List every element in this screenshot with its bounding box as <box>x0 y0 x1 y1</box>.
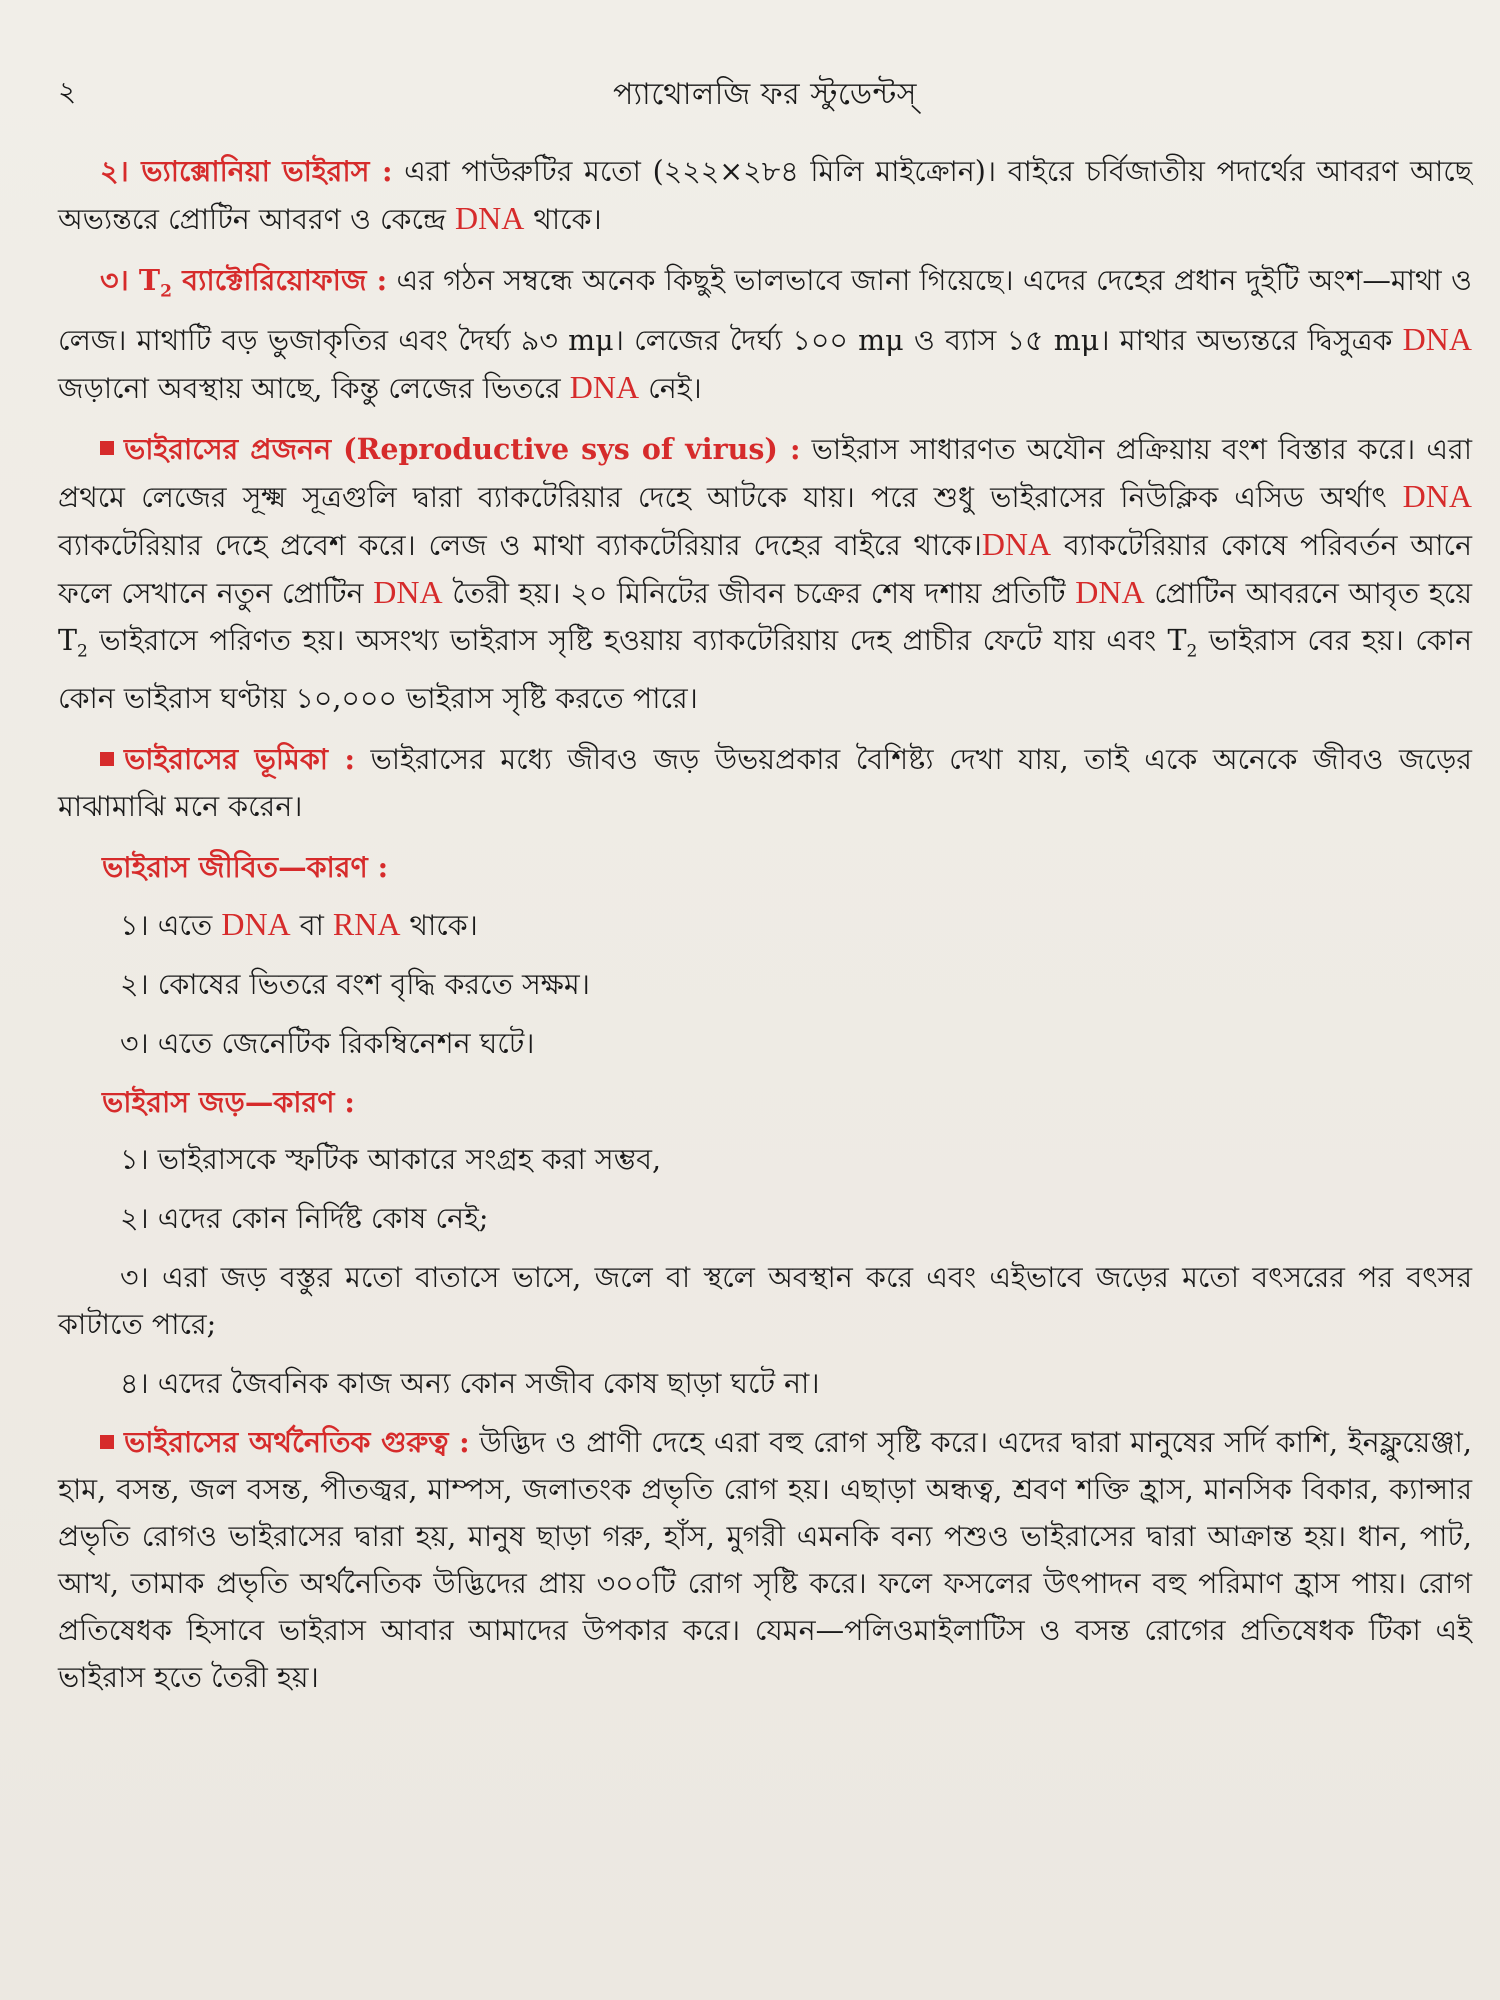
dna-term: DNA <box>981 525 1052 562</box>
paragraph-economic <box>58 1419 1472 1701</box>
role-text: ভাইরাসের মধ্যে জীবও জড় উভয়প্রকার বৈশিষ্ট্য দেখা যায়, তাই একে অনেকে জীবও জড়ের মাঝামাঝি মনে করেন। <box>58 743 1472 824</box>
page-number: ২ <box>58 75 77 108</box>
dna-term: DNA <box>455 200 525 236</box>
dna-term: DNA <box>569 368 640 405</box>
paragraph-role <box>58 736 1472 830</box>
square-bullet-icon <box>100 752 114 766</box>
economic-heading: ভাইরাসের অর্থনৈতিক গুরুত্ব : <box>124 1425 470 1460</box>
nonliving-heading: ভাইরাস জড়—কারণ : <box>102 1085 355 1120</box>
subscript-2: 2 <box>77 641 88 662</box>
t2-text-b: জড়ানো অবস্থায় আছে, কিন্তু লেজের ভিতরে <box>58 371 570 405</box>
reproduction-text-b: ব্যাকটেরিয়ার দেহে প্রবেশ করে। লেজ ও মাথা ব্যাকটেরিয়ার দেহের বাইরে থাকে। <box>58 528 982 562</box>
living-heading: ভাইরাস জীবিত—কারণ : <box>102 850 389 885</box>
reproduction-heading: ভাইরাসের প্রজনন (Reproductive sys of virus) : <box>124 431 801 466</box>
reproduction-text-c: ব্যাকটেরিয়ার কোষে পরিবর্তন আনে ফলে সেখানে নতুন প্রোটিন <box>58 528 1472 610</box>
vaccinia-text-b: থাকে। <box>524 203 602 236</box>
list-item: ১। ভাইরাসকে স্ফটিক আকারে সংগ্রহ করা সম্ভব, <box>120 1143 662 1177</box>
reproduction-text-f: ভাইরাসে পরিণত হয়। অসংখ্য ভাইরাস সৃষ্টি হওয়ায় ব্যাকটেরিয়ায় দেহ প্রাচীর ফেটে যায় এবং T <box>87 623 1187 657</box>
paragraph-t2 <box>58 257 1472 412</box>
role-heading: ভাইরাসের ভূমিকা : <box>124 742 355 777</box>
square-bullet-icon <box>100 441 114 455</box>
paragraph-reproduction <box>58 426 1472 723</box>
square-bullet-icon <box>100 1435 114 1449</box>
dna-term: DNA <box>1402 477 1472 514</box>
list-item: ৩। এরা জড় বস্তুর মতো বাতাসে ভাসে, জলে বা স্থলে অবস্থান করে এবং এইভাবে জড়ের মতো বৎসরের পর বৎসর কাটাতে পারে; <box>58 1261 1472 1342</box>
running-title: প্যাথোলজি ফর স্টুডেন্টস্ <box>612 77 917 112</box>
t2-text-c: নেই। <box>639 371 702 405</box>
living-item1-a: ১। এতে <box>120 909 222 943</box>
subscript-2: 2 <box>1186 641 1198 662</box>
page-body <box>58 148 1472 1701</box>
list-item: ৩। এতে জেনেটিক রিকম্বিনেশন ঘটে। <box>120 1027 535 1061</box>
reproduction-text-g: ভাইরাস বের হয়। কোন কোন ভাইরাস ঘণ্টায় ১০,০০০ ভাইরাস সৃষ্টি করতে পারে। <box>58 623 1472 716</box>
t2-label-sub: 2 <box>160 281 173 302</box>
t2-text-a: এর গঠন সম্বন্ধে অনেক কিছুই ভালভাবে জানা গিয়েছে। এদের দেহের প্রধান দুইটি অংশ—মাথা ও লেজ। মাথাটি বড় ভুজাকৃতির এবং দৈর্ঘ্য ৯৩ mμ। লেজের দৈর্ঘ্য ১০০ mμ ও ব্যাস ১৫ mμ। মাথার অভ্যন্তরে দ্বিসুত্রক <box>58 264 1472 357</box>
list-item: ২। কোষের ভিতরে বংশ বৃদ্ধি করতে সক্ষম। <box>120 968 590 1002</box>
dna-term: DNA <box>1075 573 1145 610</box>
living-item1-c: থাকে। <box>400 909 478 943</box>
t2-label <box>100 263 388 302</box>
dna-term: DNA <box>1402 320 1472 357</box>
vaccinia-label: ২। ভ্যাক্সোনিয়া ভাইরাস : <box>100 154 393 188</box>
living-item1-b: বা <box>290 909 333 943</box>
paragraph-vaccinia <box>58 148 1472 243</box>
list-item: ৪। এদের জৈবনিক কাজ অন্য কোন সজীব কোষ ছাড়া ঘটে না। <box>120 1367 820 1401</box>
list-item <box>58 901 1472 949</box>
t2-label-suffix: ব্যাক্টোরিয়োফাজ : <box>172 263 388 297</box>
page-header <box>58 70 1472 120</box>
list-item: ২। এদের কোন নির্দিষ্ট কোষ নেই; <box>120 1202 489 1236</box>
t2-label-prefix: ৩। T <box>100 263 161 297</box>
dna-term: DNA <box>221 906 291 943</box>
vaccinia-text-a: এরা পাউরুটির মতো (২২২×২৮৪ মিলি মাইক্রোন)। বাইরে চর্বিজাতীয় পদার্থের আবরণ আছে অভ্যন্তরে প্রোটিন আবরণ ও কেন্দ্রে <box>58 155 1472 236</box>
reproduction-text-a: ভাইরাস সাধারণত অযৌন প্রক্রিয়ায় বংশ বিস্তার করে। এরা প্রথমে লেজের সূক্ষ্ম সূত্রগুলি দ্বারা ব্যাকটেরিয়ার দেহে আটকে যায়। পরে শুধু ভাইরাসের নিউক্লিক এসিড অর্থাৎ <box>58 432 1472 514</box>
economic-text: উদ্ভিদ ও প্রাণী দেহে এরা বহু রোগ সৃষ্টি করে। এদের দ্বারা মানুষের সর্দি কাশি, ইনফ্লুয়েঞ্জা, হাম, বসন্ত, জল বসন্ত, পীতজ্বর, মাম্পস, জলাতংক প্রভৃতি রোগ হয়। এছাড়া অন্ধত্ব, শ্রবণ শক্তি হ্রাস, মানসিক বিকার, ক্যান্সার প্রভৃতি রোগও ভাইরাসের দ্বারা হয়, মানুষ ছাড়া গরু, হাঁস, মুগরী এমনকি বন্য পশুও ভাইরাসের দ্বারা আক্রান্ত হয়। ধান, পাট, আখ, তামাক প্রভৃতি অর্থনৈতিক উদ্ভিদের প্রায় ৩০০টি রোগ সৃষ্টি করে। ফলে ফসলের উৎপাদন বহু পরিমাণ হ্রাস পায়। রোগ প্রতিষেধক হিসাবে ভাইরাস আবার আমাদের উপকার করে। যেমন—পলিওমাইলাটিস ও বসন্ত রোগের প্রতিষেধক টিকা এই ভাইরাস হতে তৈরী হয়। <box>58 1426 1472 1695</box>
dna-term: DNA <box>373 573 443 610</box>
reproduction-text-e: প্রোটিন আবরনে আবৃত হয়ে T <box>58 576 1472 657</box>
reproduction-text-d: তৈরী হয়। ২০ মিনিটের জীবন চক্রের শেষ দশায় প্রতিটি <box>442 576 1076 610</box>
rna-term: RNA <box>332 906 401 943</box>
